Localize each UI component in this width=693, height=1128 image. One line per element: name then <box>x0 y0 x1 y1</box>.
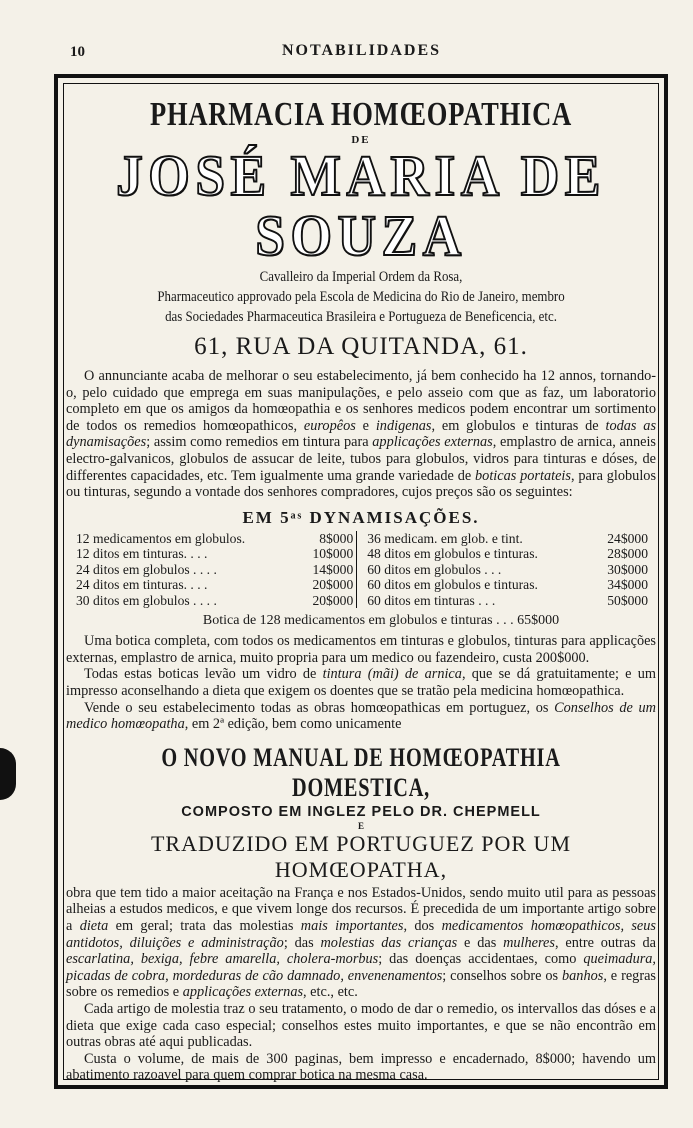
ink-blot <box>0 748 16 800</box>
price-left-description: 12 ditos em tinturas. . . . <box>76 546 208 562</box>
owner-name: JOSÉ MARIA DE SOUZA <box>116 143 606 268</box>
manual-composed: COMPOSTO EM INGLEZ PELO DR. CHEPMELL <box>181 803 541 820</box>
price-row <box>66 531 656 547</box>
price-right-amount: 30$000 <box>607 561 648 577</box>
price-table <box>66 531 656 609</box>
price-right-description: 48 ditos em globulos e tinturas. <box>367 546 538 562</box>
manual-title: O NOVO MANUAL DE HOMŒOPATHIA DOMESTICA, <box>161 742 561 802</box>
price-right-amount: 24$000 <box>607 530 648 546</box>
botica-128-line: Botica de 128 medicamentos em globulos e tinturas . . . 65$000 <box>202 613 560 629</box>
subtitle-line-3: das Sociedades Pharmaceutica Brasileira e Portugueza de Beneficencia, etc. <box>165 309 557 325</box>
price-right-description: 60 ditos em globulos e tinturas. <box>367 577 538 593</box>
treatment-paragraph: Cada artigo de molestia traz o seu tratamento, o modo de dar o remedio, os intervallos das dóses e a dieta que exige cada caso especial; conselhos estes muito importantes, e que se não encontrão em outras obras até aqui publicadas. <box>66 1000 656 1051</box>
price-row <box>66 577 656 593</box>
price-left-amount: 8$000 <box>299 531 357 547</box>
manual-e: E <box>357 820 364 831</box>
price-left-amount: 20$000 <box>299 577 357 593</box>
manual-description: obra que tem tido a maior aceitação na França e nos Estados-Unidos, sendo muito util para as pessoas alheias a estudos medicos, e que vivem longe dos recursos. É precedida de um importante artigo sobre a dieta em geral; trata das molestias mais importantes, dos medicamentos homœopathicos, seus antidotos, diluições e administração; das molestias das crianças e das mulheres, entre outras da escarlatina, bexiga, febre amarella, cholera-morbus; das doenças accidentaes, como queimadura, picadas de cobra, mordeduras de cão damnado, envenenamentos; conselhos sobre os banhos, e regras sobre os remedios e applicações externas, etc., etc. <box>66 884 656 1001</box>
price-paragraph: Custa o volume, de mais de 300 paginas, bem impresso e encadernado, 8$000; havendo um abatimento razoavel para quem comprar botica na mesma casa. <box>66 1050 656 1084</box>
arnica-paragraph: Todas estas boticas levão um vidro de tintura (mãi) de arnica, que se dá gratuitamente; e um impresso aconselhando a dieta que exigem os doentes que se tratão pela medicina homœopathica. <box>66 666 656 700</box>
subtitle-line-2: Pharmaceutico approvado pela Escola de Medicina do Rio de Janeiro, membro <box>157 289 565 305</box>
price-right-amount: 50$000 <box>607 592 648 608</box>
price-left-description: 30 ditos em globulos . . . . <box>76 592 217 608</box>
price-right-amount: 28$000 <box>607 546 648 562</box>
price-left-description: 12 medicamentos em globulos. <box>76 530 246 546</box>
books-paragraph: Vende o seu estabelecimento todas as obras homœopathicas em portuguez, os Conselhos de um medico homœopatha, em 2ª edição, bem como unicamente <box>66 699 656 733</box>
price-left-description: 24 ditos em tinturas. . . . <box>76 577 208 593</box>
price-right-description: 36 medicam. em glob. e tint. <box>367 530 523 546</box>
price-left-description: 24 ditos em globulos . . . . <box>76 561 217 577</box>
running-head: NOTABILIDADES <box>281 42 442 59</box>
address: 61, RUA DA QUITANDA, 61. <box>194 333 528 360</box>
price-row <box>66 562 656 578</box>
price-right-amount: 34$000 <box>607 577 648 593</box>
pharmacy-title: PHARMACIA HOMŒOPATHICA <box>149 96 573 133</box>
price-row <box>66 546 656 562</box>
price-heading: EM 5ᵃˢ DYNAMISAÇÕES. <box>242 507 480 527</box>
intro-paragraph: O annunciante acaba de melhorar o seu estabelecimento, já bem conhecido ha 12 annos, tornando-o, pelo cuidado que emprega em suas manipulações, e pelo asseio com que as faz, um laboratorio completo em que os amigos da homœopathia e os senhores medicos podem encontrar um sortimento de todos os remedios homœopathicos, europêos e indigenas, em globulos e tinturas de todas as dynamisações; assim como remedios em tintura para applicações externas, emplastro de arnica, anneis electro-galvanicos, globulos de assucar de leite, tubos para globulos, vidros para tinturas e dóses, de differentes capacidades, etc. Tem igualmente uma grande variedade de boticas portateis, para globulos ou tinturas, segundo a vontade dos senhores compradores, cujos preços são os seguintes: <box>66 368 657 501</box>
price-right-description: 60 ditos em globulos . . . <box>367 561 502 577</box>
page-number: 10 <box>70 44 85 60</box>
price-left-amount: 20$000 <box>299 593 357 609</box>
price-left-amount: 14$000 <box>299 562 357 578</box>
manual-translated: TRADUZIDO EM PORTUGUEZ POR UM HOMŒOPATHA, <box>150 830 571 882</box>
advertisement <box>66 82 656 1084</box>
title-de: DE <box>351 134 371 146</box>
price-right-description: 60 ditos em tinturas . . . <box>367 592 496 608</box>
complete-botica-paragraph: Uma botica completa, com todos os medicamentos em tinturas e globulos, tinturas para applicações externas, emplastro de arnica, muito propria para um medico ou fazendeiro, custa 200$000. <box>66 633 656 666</box>
subtitle-line-1: Cavalleiro da Imperial Ordem da Rosa, <box>259 269 463 285</box>
price-left-amount: 10$000 <box>299 546 357 562</box>
price-row <box>66 593 656 609</box>
